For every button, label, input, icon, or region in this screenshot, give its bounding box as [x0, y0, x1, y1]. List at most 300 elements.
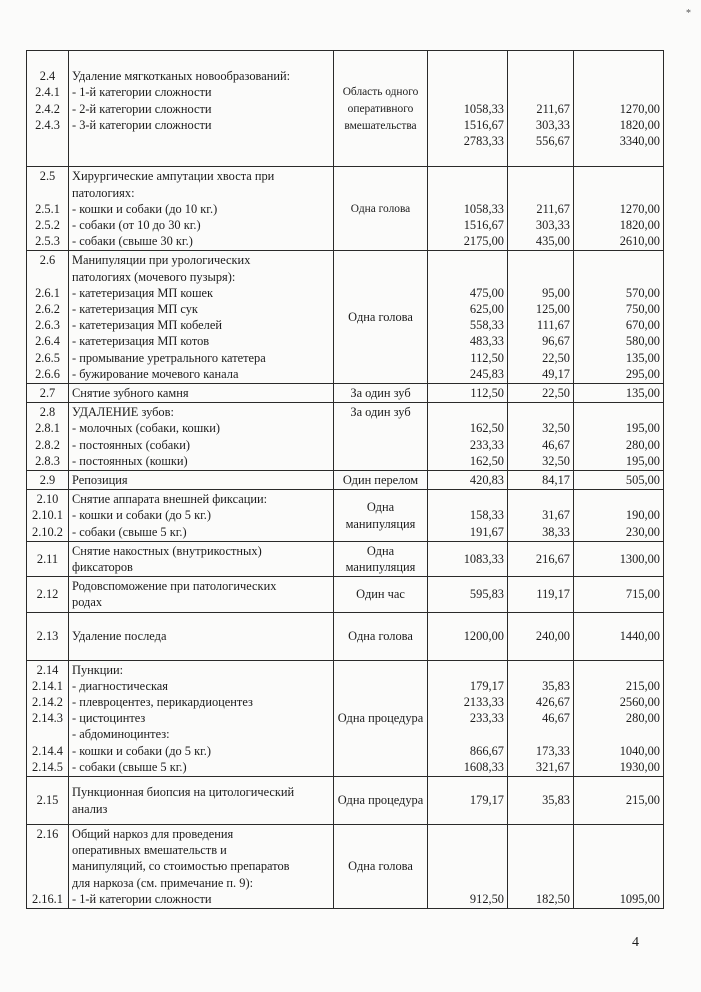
item-number: [30, 875, 65, 891]
service-name-cell: [69, 490, 334, 542]
price-value: [511, 84, 570, 100]
service-line: - собаки (свыше 5 кг.): [72, 759, 187, 774]
item-number: [30, 269, 65, 285]
item-number: 2.14: [36, 662, 59, 677]
service-line: - катетеризация МП кобелей: [72, 318, 222, 333]
price-value: 1270,00: [619, 201, 660, 216]
price-value: 119,17: [536, 587, 570, 602]
service-line: [72, 133, 330, 149]
service-line: - катетеризация МП сук: [72, 302, 198, 316]
table-row: [27, 825, 664, 909]
service-line: - цистоцинтез: [72, 711, 146, 726]
price-value: [577, 269, 660, 285]
item-number: 2.4.1: [35, 85, 60, 100]
service-line: - постоянных (кошки): [72, 453, 188, 468]
price-value: 84,17: [542, 473, 570, 488]
price-value: [577, 68, 660, 84]
price-value: 112,50: [470, 386, 504, 401]
service-name-cell: [69, 167, 334, 251]
item-number: [30, 133, 65, 149]
price-value: 595,83: [469, 587, 504, 602]
vat-cell: [508, 403, 574, 471]
item-number: [30, 185, 65, 201]
item-number: 2.8.2: [35, 437, 60, 452]
item-number-cell: [27, 471, 69, 490]
price-value: 215,00: [625, 793, 660, 808]
item-number: [30, 149, 65, 165]
service-line: Манипуляции при урологических: [72, 253, 251, 268]
price-value: [431, 68, 504, 84]
unit-label: За один зуб: [350, 386, 411, 401]
unit-cell: [334, 612, 428, 660]
price-value: 912,50: [469, 891, 504, 906]
unit-label: Одна голова: [348, 859, 413, 874]
price-value: 1058,33: [463, 101, 504, 116]
price-value: 22,50: [542, 386, 570, 401]
price-value: 162,50: [469, 453, 504, 468]
price-value: 420,83: [469, 473, 504, 488]
price-value: 435,00: [535, 234, 570, 249]
price-value: [431, 491, 504, 507]
price-value: 750,00: [625, 301, 660, 316]
unit-cell: [334, 541, 428, 576]
price-without-vat-cell: [428, 51, 508, 167]
price-value: [577, 84, 660, 100]
item-number: 2.14.2: [32, 695, 63, 710]
price-value: [577, 858, 660, 874]
item-number: 2.12: [36, 587, 59, 602]
unit-label: За один зуб: [350, 405, 411, 420]
unit-cell: [334, 825, 428, 909]
unit-label: Одна процедура: [337, 711, 424, 726]
item-number: 2.8.3: [35, 453, 60, 468]
item-number-cell: [27, 251, 69, 384]
price-value: 35,83: [542, 793, 570, 808]
service-line: - 3-й категории сложности: [72, 117, 212, 132]
item-number: 2.4: [39, 69, 56, 84]
unit-label: Одна голова: [348, 629, 413, 644]
price-value: [431, 842, 504, 858]
price-value: 475,00: [469, 285, 504, 300]
item-number: 2.5: [39, 169, 56, 184]
price-value: [511, 826, 570, 842]
item-number-cell: [27, 612, 69, 660]
price-table: [26, 50, 664, 909]
price-value: 426,67: [535, 695, 570, 710]
price-without-vat-cell: [428, 777, 508, 825]
item-number: 2.11: [36, 551, 59, 566]
item-number: 2.5.1: [35, 201, 60, 216]
item-number: 2.6.2: [35, 301, 60, 316]
price-value: [511, 269, 570, 285]
service-line: - 2-й категории сложности: [72, 101, 212, 116]
price-with-vat-cell: [574, 51, 664, 167]
price-value: [431, 84, 504, 100]
service-name-cell: [69, 403, 334, 471]
service-line: - катетеризация МП котов: [72, 334, 210, 349]
price-value: 179,17: [469, 678, 504, 693]
service-name-cell: [69, 777, 334, 825]
vat-cell: [508, 490, 574, 542]
price-without-vat-cell: [428, 612, 508, 660]
price-value: 2783,33: [463, 133, 504, 148]
price-value: [577, 662, 660, 678]
price-value: 31,67: [542, 508, 570, 523]
price-value: 303,33: [535, 117, 570, 132]
price-value: 866,67: [469, 743, 504, 758]
price-value: 46,67: [542, 437, 570, 452]
price-value: 1820,00: [619, 117, 660, 132]
price-value: 182,50: [535, 891, 570, 906]
service-line: - промывание уретрального катетера: [72, 350, 266, 365]
item-number-cell: [27, 577, 69, 612]
price-with-vat-cell: [574, 251, 664, 384]
price-value: 715,00: [625, 587, 660, 602]
price-value: 2610,00: [619, 234, 660, 249]
service-line: - 1-й категории сложности: [72, 891, 212, 906]
service-line: Снятие зубного камня: [72, 386, 189, 401]
vat-cell: [508, 777, 574, 825]
price-value: 233,33: [469, 711, 504, 726]
unit-label: Одна голова: [348, 310, 413, 325]
price-value: 35,83: [542, 678, 570, 693]
item-number: 2.6.3: [35, 318, 60, 333]
price-value: 1608,33: [463, 759, 504, 774]
unit-cell: [334, 384, 428, 403]
price-value: 1300,00: [619, 551, 660, 566]
price-with-vat-cell: [574, 490, 664, 542]
service-line: - молочных (собаки, кошки): [72, 421, 221, 436]
table-row: [27, 51, 664, 167]
item-number: 2.6.5: [35, 350, 60, 365]
price-with-vat-cell: [574, 660, 664, 776]
item-number-cell: [27, 777, 69, 825]
corner-mark: *: [686, 8, 691, 19]
price-value: 125,00: [535, 301, 570, 316]
service-line: Снятие накостных (внутрикостных): [72, 543, 262, 558]
item-number-cell: [27, 167, 69, 251]
price-value: 1095,00: [619, 891, 660, 906]
price-value: 483,33: [469, 334, 504, 349]
vat-cell: [508, 825, 574, 909]
table-row: [27, 471, 664, 490]
price-value: [511, 662, 570, 678]
price-value: 625,00: [469, 301, 504, 316]
service-line: патологиях (мочевого пузыря):: [72, 269, 236, 284]
price-value: [511, 68, 570, 84]
vat-cell: [508, 541, 574, 576]
unit-label: Один час: [356, 587, 405, 602]
item-number-cell: [27, 541, 69, 576]
price-value: [431, 168, 504, 184]
price-value: 112,50: [470, 350, 504, 365]
price-value: [431, 269, 504, 285]
price-without-vat-cell: [428, 167, 508, 251]
price-value: [431, 185, 504, 201]
price-value: 2560,00: [619, 695, 660, 710]
price-without-vat-cell: [428, 490, 508, 542]
price-value: 46,67: [542, 711, 570, 726]
item-number: [30, 52, 65, 68]
price-value: [577, 252, 660, 268]
item-number: 2.5.2: [35, 217, 60, 232]
table-row: [27, 577, 664, 612]
price-value: 1516,67: [463, 217, 504, 232]
price-value: 505,00: [625, 473, 660, 488]
vat-cell: [508, 612, 574, 660]
price-value: 233,33: [469, 437, 504, 452]
item-number: 2.6.6: [35, 366, 60, 381]
price-with-vat-cell: [574, 612, 664, 660]
price-value: 179,17: [469, 793, 504, 808]
table-row: [27, 541, 664, 576]
price-value: [511, 726, 570, 742]
table-row: [27, 167, 664, 251]
unit-label: Область одного оперативного вмешательства: [342, 86, 419, 133]
price-value: 2133,33: [463, 695, 504, 710]
price-value: 280,00: [625, 437, 660, 452]
vat-cell: [508, 251, 574, 384]
item-number: 2.15: [36, 793, 59, 808]
item-number: 2.4.3: [35, 117, 60, 132]
item-number: 2.14.5: [32, 759, 63, 774]
table-row: [27, 490, 664, 542]
unit-cell: [334, 577, 428, 612]
service-line: Пункционная биопсия на цитологический: [72, 785, 295, 800]
price-without-vat-cell: [428, 825, 508, 909]
price-value: 135,00: [625, 386, 660, 401]
price-value: 135,00: [625, 350, 660, 365]
service-line: родах: [72, 595, 103, 610]
service-line: Снятие аппарата внешней фиксации:: [72, 492, 268, 507]
price-value: [577, 52, 660, 68]
vat-cell: [508, 167, 574, 251]
price-value: 190,00: [625, 508, 660, 523]
table-row: [27, 403, 664, 471]
item-number: 2.14.3: [32, 711, 63, 726]
service-line: - собаки (от 10 до 30 кг.): [72, 217, 201, 232]
price-with-vat-cell: [574, 384, 664, 403]
item-number: 2.6.1: [35, 285, 60, 300]
vat-cell: [508, 660, 574, 776]
price-value: 95,00: [542, 285, 570, 300]
price-without-vat-cell: [428, 577, 508, 612]
unit-label: Одна манипуляция: [345, 543, 416, 575]
item-number: 2.6: [39, 253, 56, 268]
service-line: - собаки (свыше 5 кг.): [72, 524, 187, 539]
price-value: [431, 252, 504, 268]
price-value: [577, 404, 660, 420]
price-value: 162,50: [469, 421, 504, 436]
service-line: манипуляций, со стоимостью препаратов: [72, 859, 290, 874]
price-value: 1820,00: [619, 217, 660, 232]
price-value: [511, 168, 570, 184]
table-row: [27, 384, 664, 403]
service-line: - 1-й категории сложности: [72, 85, 212, 100]
vat-cell: [508, 471, 574, 490]
page-number: 4: [632, 935, 639, 950]
price-with-vat-cell: [574, 825, 664, 909]
item-number: 2.14.1: [32, 678, 63, 693]
item-number-cell: [27, 51, 69, 167]
price-value: 240,00: [535, 629, 570, 644]
service-line: для наркоза (см. примечание п. 9):: [72, 875, 254, 890]
price-with-vat-cell: [574, 403, 664, 471]
price-value: 1270,00: [619, 101, 660, 116]
service-line: - плевроцентез, перикардиоцентез: [72, 695, 253, 710]
service-line: Пункции:: [72, 662, 124, 677]
price-with-vat-cell: [574, 577, 664, 612]
service-line: - постоянных (собаки): [72, 437, 191, 452]
price-value: [577, 826, 660, 842]
unit-cell: [334, 403, 428, 471]
item-number: [30, 842, 65, 858]
price-value: 1083,33: [463, 551, 504, 566]
price-value: 670,00: [625, 318, 660, 333]
price-value: [511, 185, 570, 201]
price-value: 22,50: [542, 350, 570, 365]
service-line: - катетеризация МП кошек: [72, 285, 214, 300]
service-line: - абдоминоцинтез:: [72, 727, 170, 742]
price-value: 230,00: [625, 524, 660, 539]
price-value: 1930,00: [619, 759, 660, 774]
service-line: Хирургические ампутации хвоста при: [72, 169, 275, 184]
price-value: [511, 842, 570, 858]
price-without-vat-cell: [428, 251, 508, 384]
price-value: 195,00: [625, 453, 660, 468]
item-number-cell: [27, 660, 69, 776]
service-line: - кошки и собаки (до 5 кг.): [72, 743, 212, 758]
price-value: [577, 491, 660, 507]
price-value: 303,33: [535, 217, 570, 232]
price-value: 556,67: [535, 133, 570, 148]
item-number: 2.10.2: [32, 524, 63, 539]
price-value: 1516,67: [463, 117, 504, 132]
price-value: [511, 858, 570, 874]
unit-cell: [334, 51, 428, 167]
table-row: [27, 777, 664, 825]
service-name-cell: [69, 541, 334, 576]
item-number: [30, 726, 65, 742]
unit-label: Один перелом: [342, 473, 419, 488]
service-line: [72, 52, 330, 68]
item-number: 2.13: [36, 629, 59, 644]
item-number: 2.7: [39, 386, 56, 401]
price-value: [577, 875, 660, 891]
service-name-cell: [69, 384, 334, 403]
item-number: 2.10.1: [32, 508, 63, 523]
price-value: [431, 875, 504, 891]
price-value: [577, 185, 660, 201]
item-number: 2.14.4: [32, 743, 63, 758]
price-without-vat-cell: [428, 541, 508, 576]
service-line: - кошки и собаки (до 5 кг.): [72, 508, 212, 523]
price-value: 2175,00: [463, 234, 504, 249]
price-value: 38,33: [542, 524, 570, 539]
price-value: 32,50: [542, 453, 570, 468]
price-value: 49,17: [542, 366, 570, 381]
price-without-vat-cell: [428, 403, 508, 471]
unit-cell: [334, 777, 428, 825]
service-line: оперативных вмешательств и: [72, 843, 227, 858]
service-name-cell: [69, 825, 334, 909]
price-value: [511, 875, 570, 891]
price-value: 1058,33: [463, 201, 504, 216]
service-line: анализ: [72, 801, 108, 816]
price-value: [511, 252, 570, 268]
item-number: 2.5.3: [35, 234, 60, 249]
price-value: [577, 726, 660, 742]
price-value: 321,67: [535, 759, 570, 774]
price-value: 280,00: [625, 711, 660, 726]
price-value: [511, 404, 570, 420]
price-with-vat-cell: [574, 471, 664, 490]
price-with-vat-cell: [574, 167, 664, 251]
price-value: 3340,00: [619, 133, 660, 148]
unit-cell: [334, 471, 428, 490]
unit-label: Одна голова: [350, 203, 411, 216]
price-value: [577, 842, 660, 858]
service-name-cell: [69, 612, 334, 660]
price-value: 216,67: [535, 551, 570, 566]
unit-cell: [334, 167, 428, 251]
vat-cell: [508, 384, 574, 403]
item-number: [30, 858, 65, 874]
price-value: 191,67: [469, 524, 504, 539]
price-value: 158,33: [469, 508, 504, 523]
price-value: [511, 52, 570, 68]
item-number-cell: [27, 825, 69, 909]
price-value: [431, 826, 504, 842]
unit-cell: [334, 251, 428, 384]
service-line: патологиях:: [72, 185, 135, 200]
price-without-vat-cell: [428, 384, 508, 403]
item-number: 2.8.1: [35, 421, 60, 436]
service-line: Репозиция: [72, 473, 128, 488]
price-value: 215,00: [625, 678, 660, 693]
price-value: 195,00: [625, 421, 660, 436]
service-line: - диагностическая: [72, 678, 168, 693]
price-value: 96,67: [542, 334, 570, 349]
price-value: [431, 726, 504, 742]
price-value: [431, 662, 504, 678]
service-name-cell: [69, 471, 334, 490]
service-line: - собаки (свыше 30 кг.): [72, 234, 193, 249]
unit-label: Одна процедура: [337, 793, 424, 808]
price-value: 1040,00: [619, 743, 660, 758]
service-line: Общий наркоз для проведения: [72, 827, 234, 842]
unit-cell: [334, 490, 428, 542]
price-value: [511, 491, 570, 507]
item-number-cell: [27, 403, 69, 471]
item-number: 2.8: [39, 405, 56, 420]
price-value: 245,83: [469, 366, 504, 381]
price-value: 211,67: [536, 101, 570, 116]
table-row: [27, 251, 664, 384]
price-value: 32,50: [542, 421, 570, 436]
price-value: [431, 52, 504, 68]
service-line: Удаление мягкотканых новообразований:: [72, 69, 291, 84]
price-value: 580,00: [625, 334, 660, 349]
price-with-vat-cell: [574, 541, 664, 576]
service-name-cell: [69, 577, 334, 612]
price-value: [431, 404, 504, 420]
service-name-cell: [69, 251, 334, 384]
price-value: 173,33: [535, 743, 570, 758]
service-line: фиксаторов: [72, 560, 133, 575]
service-line: Родовспоможение при патологических: [72, 579, 277, 594]
item-number-cell: [27, 490, 69, 542]
